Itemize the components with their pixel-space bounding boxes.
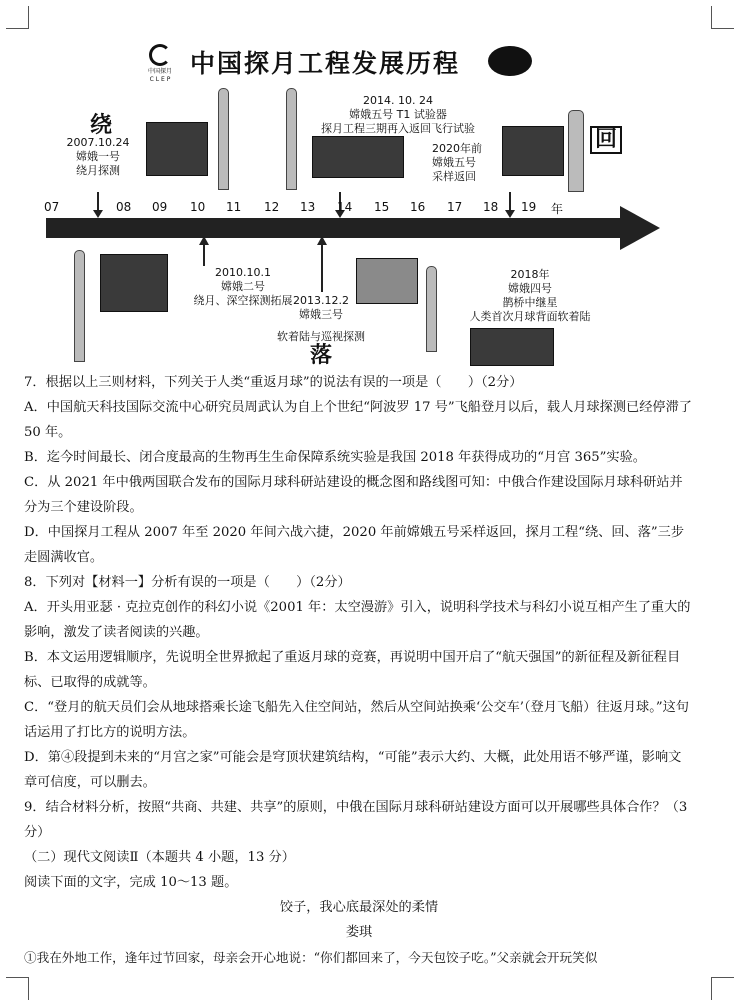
year-label: 16	[410, 200, 426, 214]
question-8-option-d: D．第④段提到未来的“月宫之家”可能会是穹顶状建筑结构，“可能”表示大约、大概，此处用语不够严谨，影响文章可信度，可以删去。	[24, 750, 682, 790]
question-8-option-b: B．本文运用逻辑顺序，先说明全世界掀起了重返月球的竞赛，再说明中国开启了“航天强国”的新征程及新征程目标、已取得的成就等。	[24, 650, 681, 690]
photo-sample-return	[502, 126, 564, 176]
rocket-icon	[218, 88, 229, 190]
event-chang-e-5: 2020年前 嫦娥五号 采样返回	[432, 142, 482, 183]
year-label: 17	[447, 200, 463, 214]
event-chang-e-5-t1: 2014. 10. 24 嫦娥五号 T1 试验器 探月工程三期再入返回飞行试验	[321, 94, 475, 135]
rocket-icon	[568, 110, 584, 192]
question-8-option-c: C．“登月的航天员们会从地球搭乘长途飞船先入住空间站，然后从空间站换乘‘公交车’（登月飞船）往返月球。”这句话运用了打比方的说明方法。	[24, 700, 689, 740]
event-chang-e-4: 2018年 嫦娥四号 鹊桥中继星 人类首次月球背面软着陆	[469, 268, 591, 323]
crop-mark-bottom-left	[6, 977, 29, 1000]
question-7: 7．根据以上三则材料，下列关于人类“重返月球”的说法有误的一项是（ ）（2分）	[24, 375, 523, 390]
essay-author: 娄琪	[345, 925, 373, 940]
arrow-up-icon	[316, 236, 328, 292]
question-9: 9．结合材料分析，按照“共商、共建、共享”的原则，中俄在国际月球科研站建设方面可以开展哪些具体合作？（3分）	[24, 800, 688, 840]
year-label: 10	[190, 200, 206, 214]
year-label: 12	[264, 200, 280, 214]
question-7-option-a: A．中国航天科技国际交流中心研究员周武认为自上个世纪“阿波罗 17 号”飞船登月以后，载人月球探测已经停滞了 50 年。	[24, 400, 692, 440]
stage-char-land: 落	[310, 343, 333, 368]
question-7-option-b: B．迄今时间最长、闭合度最高的生物再生生命保障系统实验是我国 2018 年获得成功的“月宫 365”实验。	[24, 450, 646, 465]
question-8: 8．下列对【材料一】分析有误的一项是（ ）（2分）	[24, 575, 351, 590]
year-label: 07	[44, 200, 60, 214]
event-chang-e-1: 2007.10.24 嫦娥一号 绕月探测	[66, 136, 130, 177]
event-chang-e-2: 2010.10.1 嫦娥二号 绕月、深空探测拓展	[193, 266, 293, 307]
photo-t1-team	[312, 136, 404, 178]
year-label: 15	[374, 200, 390, 214]
crop-mark-top-left	[6, 6, 29, 29]
figure-title: 中国探月工程发展历程	[190, 49, 461, 78]
year-label: 11	[226, 200, 242, 214]
question-8-option-a: A．开头用亚瑟 · 克拉克创作的科幻小说《2001 年：太空漫游》引入，说明科学技术与科幻小说互相产生了重大的影响，激发了读者阅读的兴趣。	[24, 600, 691, 640]
essay-paragraph-1: ①我在外地工作，逢年过节回家，母亲会开心地说：“你们都回来了，今天包饺子吃。”父亲就会开玩笑似	[24, 950, 598, 965]
timeline-arrow	[40, 190, 700, 260]
question-7-option-c: C．从 2021 年中俄两国联合发布的国际月球科研站建设的概念图和路线图可知：中俄合作建设国际月球科研站并分为三个建设阶段。	[24, 475, 683, 515]
section-heading: （二）现代文阅读Ⅱ（本题共 4 小题，13 分）	[24, 850, 295, 865]
photo-chang-e-2	[100, 254, 168, 312]
crop-mark-bottom-right	[711, 977, 734, 1000]
arrow-up-icon	[198, 236, 210, 266]
year-label: 18	[483, 200, 499, 214]
event-chang-e-3: 2013.12.2 嫦娥三号 软着陆与巡视探测	[277, 294, 365, 343]
clep-logo: 中国探月 C L E P	[140, 44, 180, 84]
year-label: 08	[116, 200, 132, 214]
essay-title: 饺子，我心底最深处的柔情	[279, 900, 439, 915]
photo-chang-e-4	[470, 328, 554, 366]
year-label: 19	[521, 200, 537, 214]
photo-chang-e-1	[146, 122, 208, 176]
mascot-logo	[488, 46, 532, 76]
clep-logo-icon	[149, 44, 171, 66]
reading-instruction: 阅读下面的文字，完成 10～13 题。	[24, 875, 238, 890]
lunar-timeline-figure	[40, 40, 700, 370]
photo-chang-e-3	[356, 258, 418, 304]
year-label: 年	[551, 202, 564, 216]
stage-char-return: 回	[590, 126, 622, 154]
year-label: 09	[152, 200, 168, 214]
crop-mark-top-right	[711, 6, 734, 29]
year-label: 14	[337, 200, 353, 214]
year-label: 13	[300, 200, 316, 214]
stage-char-orbit: 绕	[90, 113, 113, 138]
rocket-icon	[74, 250, 85, 362]
question-7-option-d: D．中国探月工程从 2007 年至 2020 年间六战六捷，2020 年前嫦娥五号采样返回，探月工程“绕、回、落”三步走圆满收官。	[24, 525, 685, 565]
rocket-icon	[426, 266, 437, 352]
